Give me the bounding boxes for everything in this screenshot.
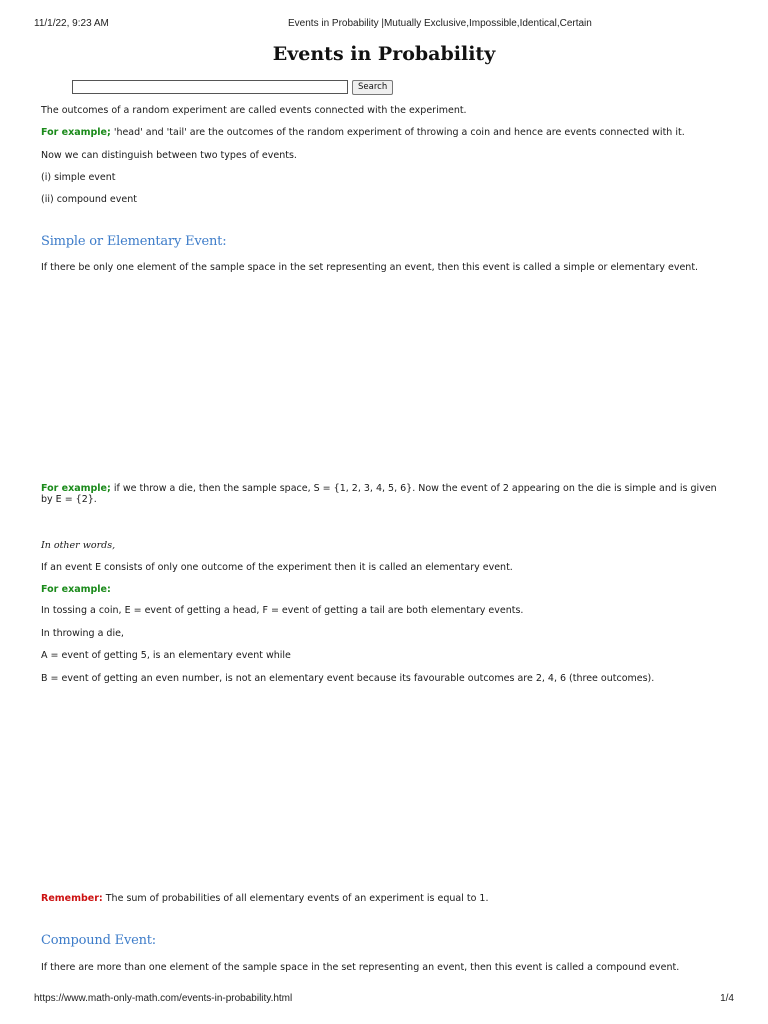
example-label: For example:	[41, 584, 111, 595]
event-a: A = event of getting 5, is an elementary event while	[41, 650, 291, 661]
die-example	[41, 483, 731, 505]
simple-event-heading: Simple or Elementary Event:	[41, 234, 227, 249]
example-label: For example;	[41, 483, 111, 494]
compound-event-heading: Compound Event:	[41, 933, 156, 948]
search-button[interactable]: Search	[352, 80, 393, 95]
elementary-restatement: If an event E consists of only one outcome of the experiment then it is called an elementary event.	[41, 562, 513, 573]
intro-example	[41, 127, 731, 138]
print-page-title: Events in Probability |Mutually Exclusive,Impossible,Identical,Certain	[288, 18, 592, 29]
example-heading	[41, 584, 731, 595]
page-url: https://www.math-only-math.com/events-in-probability.html	[34, 993, 293, 1004]
type-compound: (ii) compound event	[41, 194, 137, 205]
type-simple: (i) simple event	[41, 172, 116, 183]
remember-label: Remember:	[41, 893, 103, 904]
other-words: In other words,	[41, 540, 116, 551]
intro-paragraph: The outcomes of a random experiment are called events connected with the experiment.	[41, 105, 467, 116]
die-intro: In throwing a die,	[41, 628, 124, 639]
example-text: 'head' and 'tail' are the outcomes of the random experiment of throwing a coin and hence are events connected with it.	[110, 127, 685, 138]
search-input[interactable]	[72, 80, 348, 94]
search-form	[72, 79, 393, 95]
remember-text: The sum of probabilities of all elementary events of an experiment is equal to 1.	[102, 893, 489, 904]
compound-event-definition: If there are more than one element of the sample space in the set representing an event, then this event is called a compound event.	[41, 962, 680, 973]
print-header	[34, 18, 734, 32]
event-b: B = event of getting an even number, is not an elementary event because its favourable outcomes are 2, 4, 6 (three outcomes).	[41, 673, 655, 684]
page-title: Events in Probability	[272, 43, 496, 65]
print-footer	[34, 993, 734, 1007]
simple-event-definition: If there be only one element of the sample space in the set representing an event, then this event is called a simple or elementary event.	[41, 262, 699, 273]
coin-example: In tossing a coin, E = event of getting a head, F = event of getting a tail are both elementary events.	[41, 605, 524, 616]
remember-note	[41, 893, 731, 904]
example-text: if we throw a die, then the sample space, S = {1, 2, 3, 4, 5, 6}. Now the event of 2 appearing on the die is simple and is given by E = {2}.	[41, 483, 717, 505]
types-intro: Now we can distinguish between two types of events.	[41, 150, 297, 161]
print-date: 11/1/22, 9:23 AM	[34, 18, 109, 29]
page-number: 1/4	[720, 993, 734, 1004]
example-label: For example;	[41, 127, 111, 138]
